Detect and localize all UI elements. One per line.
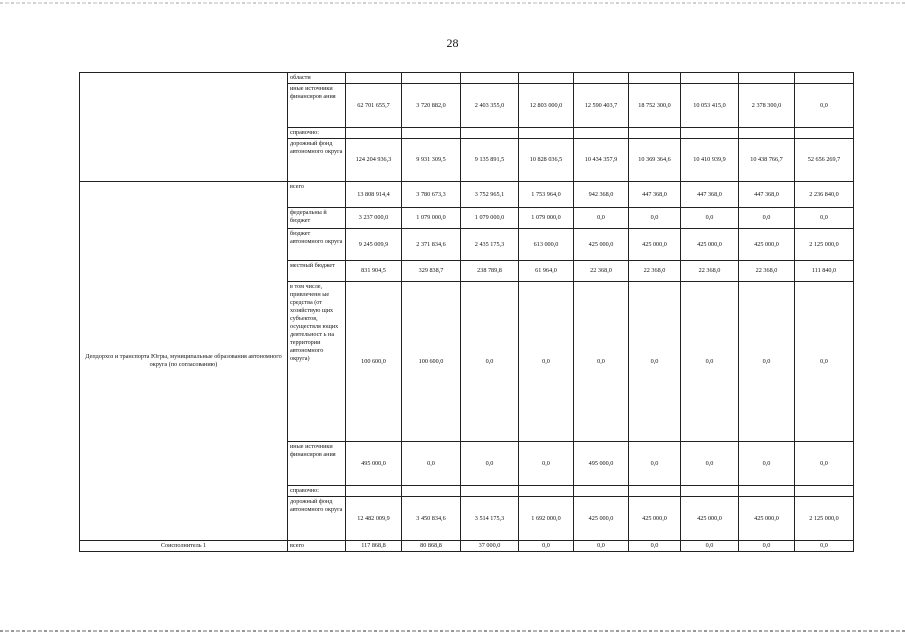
value-cell: 1 079 000,0 [519, 208, 574, 229]
value-cell [795, 73, 854, 84]
value-cell: 2 125 000,0 [795, 497, 854, 541]
value-cell [681, 73, 739, 84]
value-cell [681, 486, 739, 497]
value-cell: 117 868,8 [346, 541, 402, 552]
value-cell: 52 656 269,7 [795, 139, 854, 182]
value-cell: 18 752 300,0 [629, 84, 681, 128]
value-cell [629, 486, 681, 497]
value-cell: 0,0 [795, 442, 854, 486]
value-cell: 111 840,0 [795, 261, 854, 282]
value-cell: 12 482 009,9 [346, 497, 402, 541]
value-cell: 329 838,7 [402, 261, 461, 282]
value-cell: 425 000,0 [574, 229, 629, 261]
page-number: 28 [446, 36, 459, 50]
value-cell: 0,0 [574, 208, 629, 229]
row-label: всего [288, 541, 346, 552]
value-cell: 1 753 964,0 [519, 182, 574, 208]
value-cell [519, 73, 574, 84]
value-cell: 0,0 [795, 541, 854, 552]
value-cell: 3 752 965,1 [461, 182, 519, 208]
row-label: федеральны й бюджет [288, 208, 346, 229]
value-cell: 0,0 [629, 442, 681, 486]
value-cell: 0,0 [739, 442, 795, 486]
value-cell: 3 237 000,0 [346, 208, 402, 229]
value-cell: 124 204 936,3 [346, 139, 402, 182]
value-cell: 425 000,0 [739, 229, 795, 261]
value-cell: 425 000,0 [739, 497, 795, 541]
value-cell: 0,0 [629, 282, 681, 442]
value-cell: 22 368,0 [629, 261, 681, 282]
value-cell: 0,0 [629, 541, 681, 552]
value-cell [629, 128, 681, 139]
value-cell: 0,0 [681, 282, 739, 442]
value-cell: 425 000,0 [681, 497, 739, 541]
value-cell: 3 450 834,6 [402, 497, 461, 541]
value-cell: 425 000,0 [681, 229, 739, 261]
row-label: справочно: [288, 128, 346, 139]
value-cell: 1 692 000,0 [519, 497, 574, 541]
value-cell [346, 486, 402, 497]
value-cell: 425 000,0 [629, 497, 681, 541]
scan-edge-top [0, 2, 905, 4]
row-label: местный бюджет [288, 261, 346, 282]
value-cell: 10 410 939,9 [681, 139, 739, 182]
value-cell: 100 600,0 [346, 282, 402, 442]
value-cell: 0,0 [795, 282, 854, 442]
value-cell [402, 73, 461, 84]
value-cell [461, 73, 519, 84]
value-cell [574, 73, 629, 84]
row-label: в том числе, привлеченн ые средства (от хозяйствую щих субъектов, осуществля ющих деятельност ь на территории автономного округа) [288, 282, 346, 442]
value-cell: 2 435 175,3 [461, 229, 519, 261]
value-cell: 10 369 364,6 [629, 139, 681, 182]
value-cell [574, 486, 629, 497]
value-cell: 9 135 891,5 [461, 139, 519, 182]
value-cell: 238 789,8 [461, 261, 519, 282]
value-cell: 2 125 000,0 [795, 229, 854, 261]
value-cell: 0,0 [574, 282, 629, 442]
value-cell: 447 368,0 [739, 182, 795, 208]
value-cell [461, 128, 519, 139]
responsible-cell: Депдорхоз и транспорта Югры, муниципальные образования автономного округа (по согласованию) [80, 182, 288, 541]
responsible-cell-empty [80, 73, 288, 182]
value-cell: 3 780 673,3 [402, 182, 461, 208]
value-cell: 942 368,0 [574, 182, 629, 208]
value-cell: 12 590 403,7 [574, 84, 629, 128]
value-cell [739, 128, 795, 139]
value-cell: 12 803 000,0 [519, 84, 574, 128]
value-cell: 13 808 914,4 [346, 182, 402, 208]
value-cell [795, 128, 854, 139]
row-label: иные источники финансиров ания [288, 442, 346, 486]
row-label: всего [288, 182, 346, 208]
responsible-cell: Соисполнитель 1 [80, 541, 288, 552]
value-cell [795, 486, 854, 497]
value-cell: 62 701 655,7 [346, 84, 402, 128]
value-cell [346, 73, 402, 84]
row-label: бюджет автономного округа [288, 229, 346, 261]
value-cell: 1 079 000,0 [402, 208, 461, 229]
value-cell: 1 079 000,0 [461, 208, 519, 229]
value-cell: 10 828 036,5 [519, 139, 574, 182]
value-cell: 0,0 [795, 208, 854, 229]
value-cell: 0,0 [574, 541, 629, 552]
value-cell: 2 371 834,6 [402, 229, 461, 261]
value-cell: 61 964,0 [519, 261, 574, 282]
table-row [80, 73, 854, 84]
financing-table [79, 72, 854, 552]
value-cell: 3 720 882,0 [402, 84, 461, 128]
value-cell [346, 128, 402, 139]
row-label: дорожный фонд автономного округа [288, 497, 346, 541]
value-cell: 2 378 300,0 [739, 84, 795, 128]
value-cell: 80 868,8 [402, 541, 461, 552]
value-cell: 831 904,5 [346, 261, 402, 282]
value-cell [402, 128, 461, 139]
value-cell: 0,0 [519, 282, 574, 442]
value-cell: 0,0 [739, 541, 795, 552]
value-cell: 0,0 [739, 208, 795, 229]
value-cell: 100 600,0 [402, 282, 461, 442]
value-cell: 0,0 [739, 282, 795, 442]
value-cell: 613 000,0 [519, 229, 574, 261]
value-cell [629, 73, 681, 84]
value-cell: 0,0 [681, 541, 739, 552]
row-label: справочно: [288, 486, 346, 497]
scan-edge-bottom [0, 630, 905, 632]
value-cell: 9 245 009,9 [346, 229, 402, 261]
value-cell [574, 128, 629, 139]
value-cell: 0,0 [519, 541, 574, 552]
row-label: области [288, 73, 346, 84]
value-cell: 0,0 [461, 282, 519, 442]
value-cell: 10 434 357,9 [574, 139, 629, 182]
value-cell: 0,0 [519, 442, 574, 486]
value-cell: 447 368,0 [681, 182, 739, 208]
value-cell: 0,0 [795, 84, 854, 128]
value-cell: 10 438 766,7 [739, 139, 795, 182]
value-cell [681, 128, 739, 139]
value-cell: 0,0 [681, 208, 739, 229]
value-cell: 495 000,0 [346, 442, 402, 486]
value-cell: 22 368,0 [681, 261, 739, 282]
value-cell: 425 000,0 [574, 497, 629, 541]
value-cell [739, 73, 795, 84]
value-cell: 495 000,0 [574, 442, 629, 486]
value-cell: 2 403 355,0 [461, 84, 519, 128]
value-cell: 9 931 309,5 [402, 139, 461, 182]
value-cell [519, 128, 574, 139]
row-label: иные источники финансиров ания [288, 84, 346, 128]
value-cell: 0,0 [681, 442, 739, 486]
table-row [80, 541, 854, 552]
value-cell: 0,0 [629, 208, 681, 229]
row-label: дорожный фонд автономного округа [288, 139, 346, 182]
value-cell: 447 368,0 [629, 182, 681, 208]
value-cell [739, 486, 795, 497]
value-cell [461, 486, 519, 497]
value-cell: 2 236 840,0 [795, 182, 854, 208]
value-cell: 0,0 [402, 442, 461, 486]
value-cell: 37 000,0 [461, 541, 519, 552]
value-cell: 10 053 415,0 [681, 84, 739, 128]
value-cell: 0,0 [461, 442, 519, 486]
value-cell [402, 486, 461, 497]
value-cell: 425 000,0 [629, 229, 681, 261]
value-cell: 3 514 175,3 [461, 497, 519, 541]
value-cell: 22 368,0 [739, 261, 795, 282]
table-row [80, 182, 854, 208]
value-cell: 22 368,0 [574, 261, 629, 282]
value-cell [519, 486, 574, 497]
